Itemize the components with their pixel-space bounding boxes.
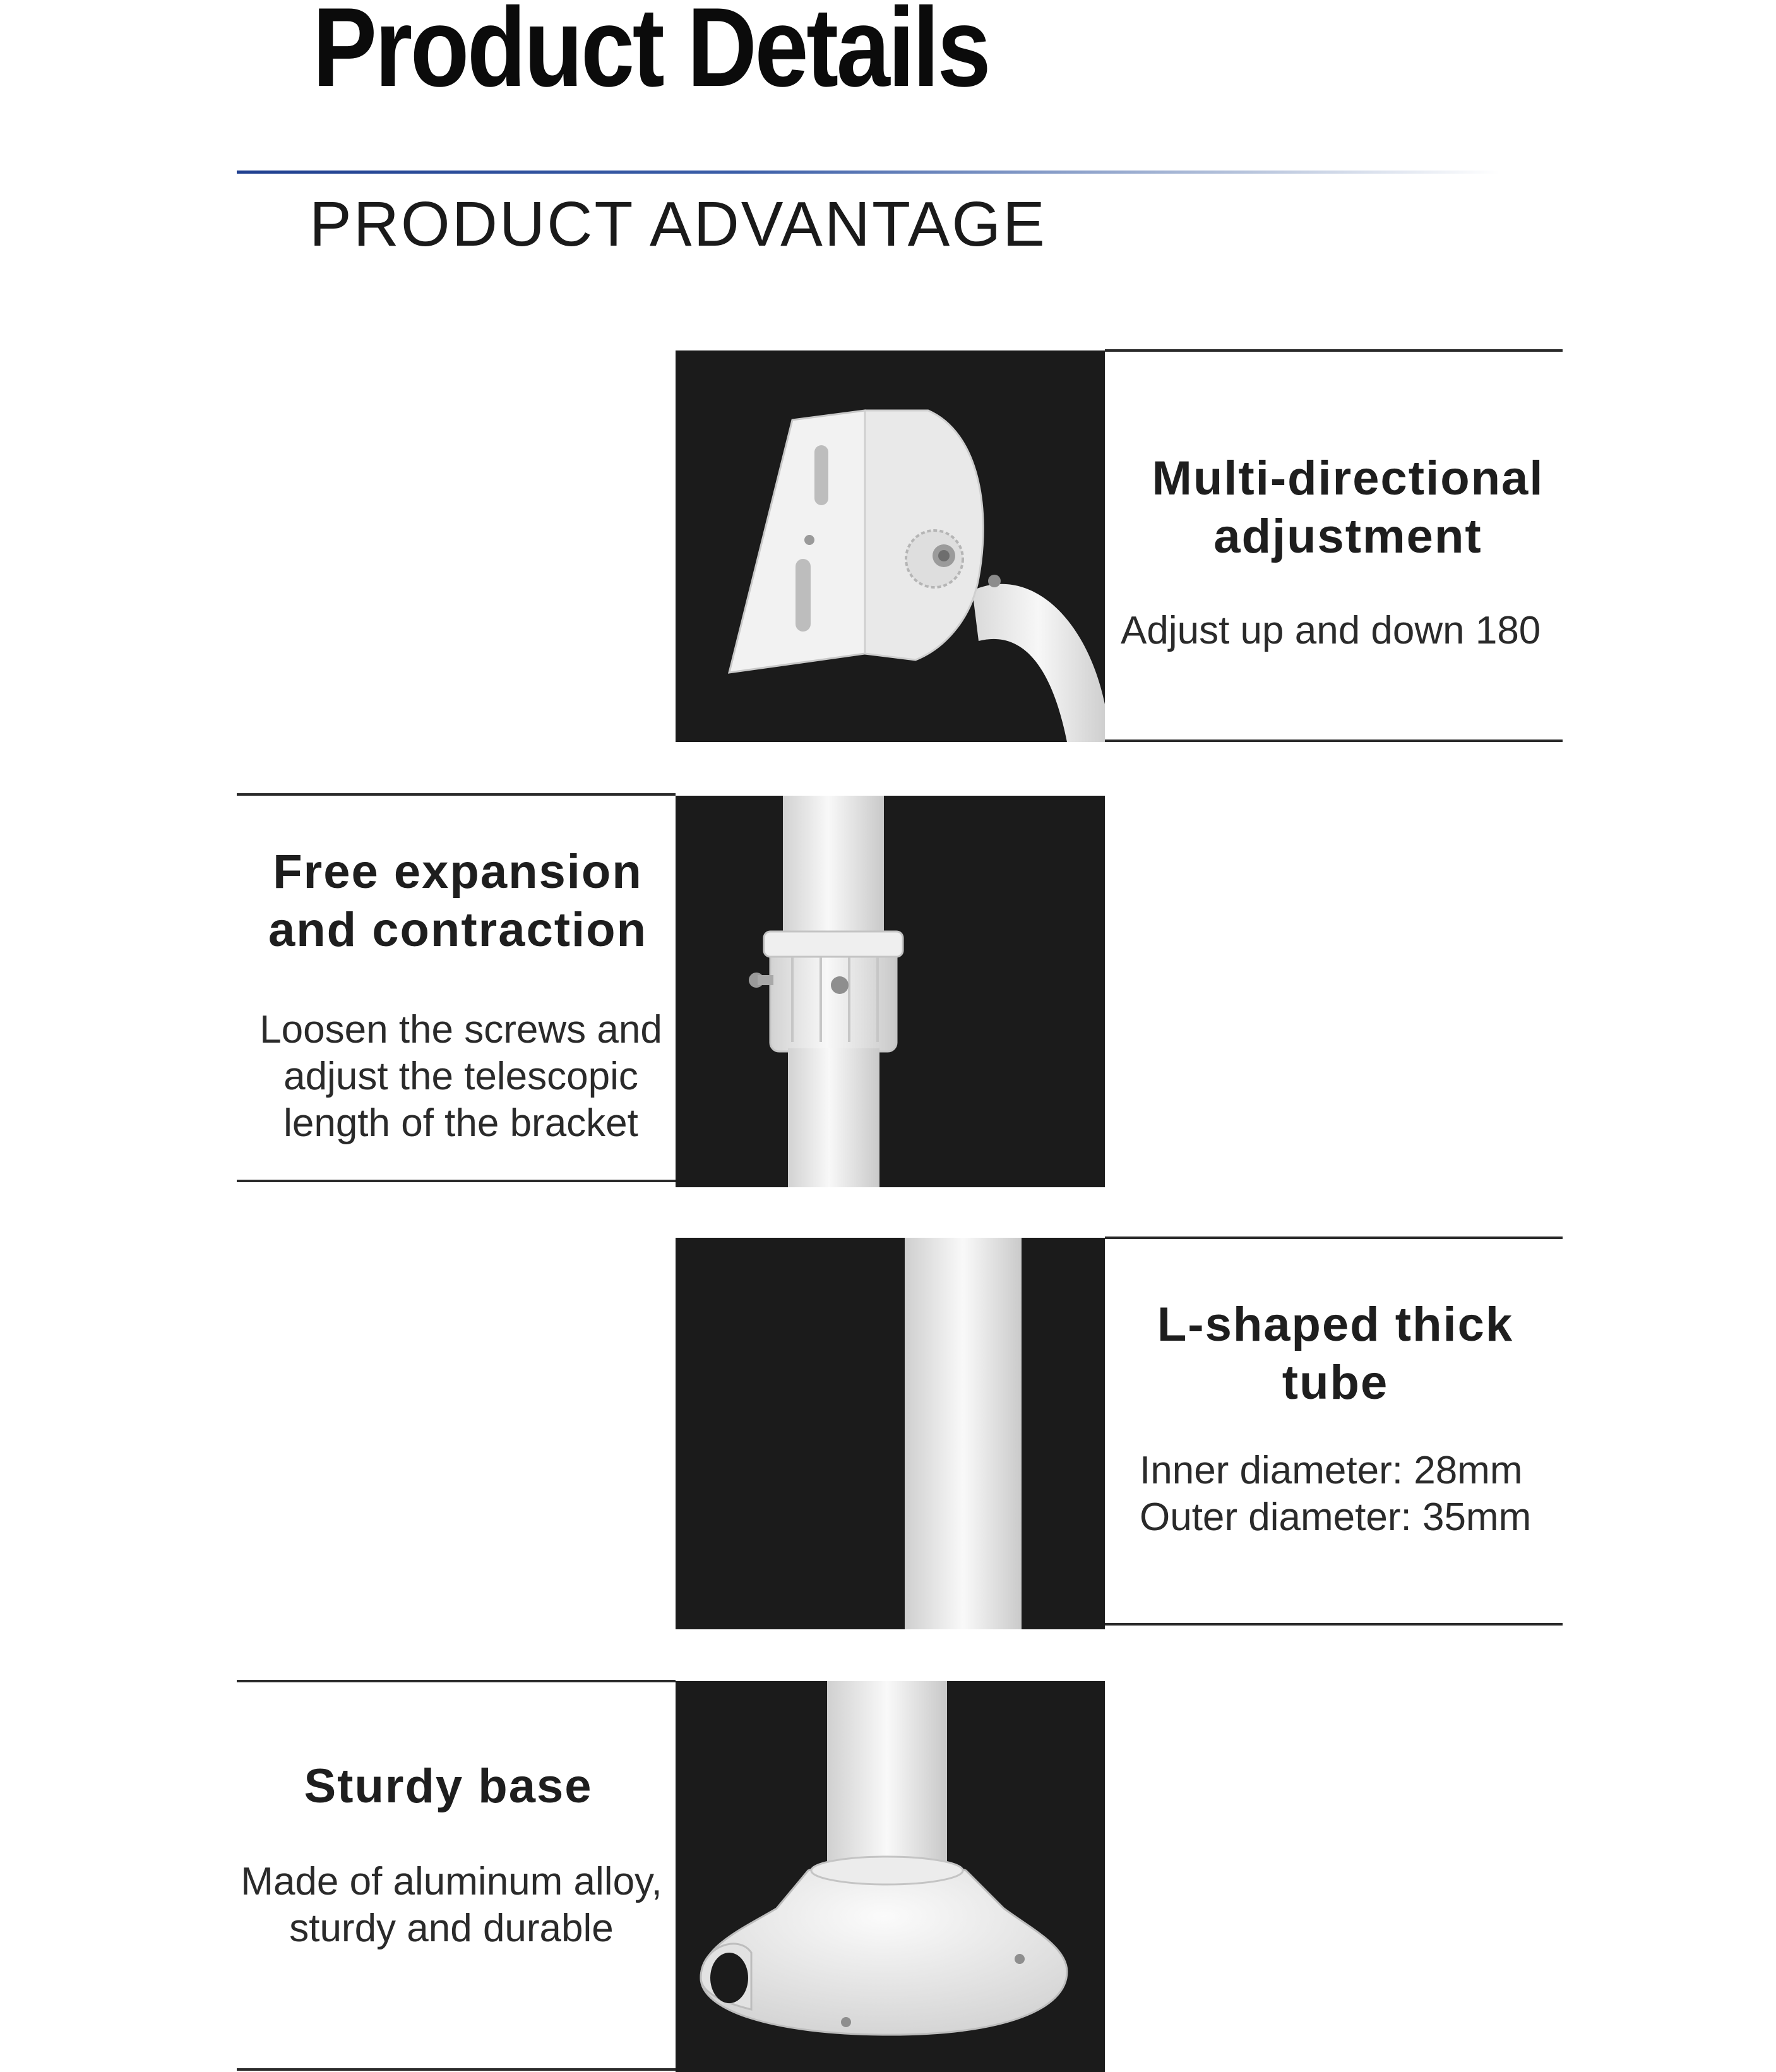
card-top-rule xyxy=(1105,1237,1563,1239)
feature-desc-tube: Inner diameter: 28mm Outer diameter: 35mm xyxy=(1140,1449,1532,1539)
thick-tube-illustration xyxy=(676,1238,1105,1629)
card-bottom-rule xyxy=(1105,740,1563,742)
telescopic-joint-photo xyxy=(676,796,1105,1187)
feature-desc-expansion: Loosen the screws and adjust the telescopic length of the bracket xyxy=(259,1008,662,1145)
feature-title-adjustment: Multi-directional adjustment xyxy=(1152,452,1544,563)
feature-desc-adjustment: Adjust up and down 180 xyxy=(1121,609,1541,652)
feature-desc-base: Made of aluminum alloy, sturdy and durable xyxy=(241,1860,662,1950)
section-subtitle: PRODUCT ADVANTAGE xyxy=(309,189,1047,260)
card-bottom-rule xyxy=(237,2068,676,2071)
feature-title-base: Sturdy base xyxy=(304,1759,593,1813)
card-top-rule xyxy=(1105,349,1563,352)
title-divider xyxy=(237,171,1499,174)
card-bottom-rule xyxy=(1105,1623,1563,1626)
adjustment-joint-photo xyxy=(676,350,1105,742)
card-top-rule xyxy=(237,1680,676,1682)
telescopic-joint-illustration xyxy=(676,796,1105,1187)
feature-title-expansion: Free expansion and contraction xyxy=(268,845,648,957)
feature-title-tube: L-shaped thick tube xyxy=(1157,1298,1514,1410)
card-bottom-rule xyxy=(237,1180,676,1182)
card-top-rule xyxy=(237,793,676,796)
adjustment-joint-illustration xyxy=(676,350,1105,742)
sturdy-base-illustration xyxy=(676,1681,1105,2072)
page-title: Product Details xyxy=(313,0,989,110)
thick-tube-photo xyxy=(676,1238,1105,1629)
sturdy-base-photo xyxy=(676,1681,1105,2072)
